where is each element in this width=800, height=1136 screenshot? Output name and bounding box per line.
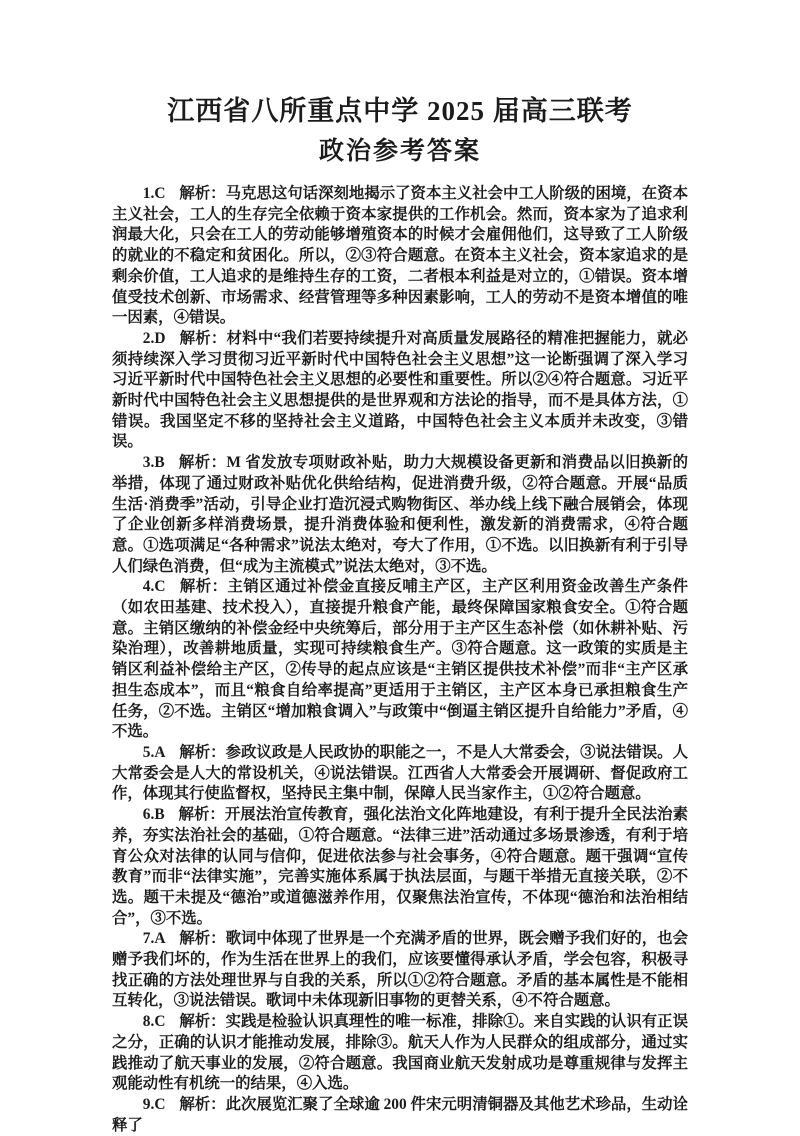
answer-lead: 解析： — [179, 743, 226, 761]
answer-label: 1.C — [142, 185, 166, 202]
answer-paragraph-3 — [112, 453, 688, 577]
answer-paragraph-7 — [112, 929, 688, 1012]
answer-label: 5.A — [142, 743, 166, 761]
answer-text: 歌词中体现了世界是一个充满矛盾的世界，既会赠予我们好的，也会赠予我们坏的，作为生活在世界上的我们，应该要懂得承认矛盾，学会包容，积极寻找正确的方法处理世界与自我的关系，所以①②符合题意。矛盾的基本属性是不能相互转化，③说法错误。歌词中未体现新旧事物的更替关系，④不符合题意。 — [112, 930, 688, 1010]
answer-text: 实践是检验认识真理性的唯一标准，排除①。来自实践的认识有正误之分，正确的认识才能推动发展，排除③。航天人作为人民群众的组成部分，通过实践推动了航天事业的发展，②符合题意。我国商业航天发射成功是尊重规律与发挥主观能动性有机统一的结果，④入选。 — [112, 1013, 688, 1093]
answer-paragraph-4 — [112, 577, 688, 743]
answer-label: 6.B — [142, 806, 165, 824]
answers-section — [112, 184, 688, 1136]
answer-text: 此次展览汇聚了全球逾 200 件宋元明清铜器及其他艺术珍品，生动诠释了 — [112, 1095, 688, 1134]
answer-paragraph-9 — [112, 1095, 688, 1136]
answer-paragraph-2 — [112, 329, 688, 453]
answer-text: 参政议政是人民政协的职能之一，不是人大常委会，③说法错误。人大常委会是人大的常设机关，④说法错误。江西省人大常委会开展调研、督促政府工作，体现其行使监督权，坚持民主集中制，保障人民当家作主，①②符合题意。 — [112, 743, 688, 803]
answer-label: 3.B — [142, 454, 165, 472]
answer-text: 开展法治宣传教育，强化法治文化阵地建设，有利于提升全民法治素养，夯实法治社会的基础，①符合题意。“法律三进”活动通过多场景渗透，有利于培育公众对法律的认同与信仰，促进依法参与社会事务，④符合题意。题干强调“宣传教育”而非“法律实施”，完善实施体系属于执法层面，与题干举措无直接关联，②不选。题干未提及“德治”或道德滋养作用，仅聚焦法治宣传，不体现“德治和法治相结合”，③不选。 — [112, 806, 688, 927]
answer-lead: 解析： — [179, 1013, 226, 1031]
answer-text: M 省发放专项财政补贴，助力大规模设备更新和消费品以旧换新的举措，体现了通过财政补贴优化供给结构，促进消费升级，②符合题意。开展“品质生活·消费季”活动，引导企业打造沉浸式购物街区、举办线上线下融合展销会，体现了企业创新多样消费场景，提升消费体验和便利性，激发新的消费需求，④符合题意。①选项满足“各种需求”说法太绝对，夸大了作用，①不选。以旧换新有利于引导人们绿色消费，但“成为主流模式”说法太绝对，③不选。 — [112, 454, 688, 575]
answer-paragraph-5 — [112, 743, 688, 805]
answer-lead: 解析： — [179, 185, 226, 202]
answer-paragraph-1 — [112, 184, 688, 329]
answer-lead: 解析： — [179, 329, 227, 347]
answer-label: 9.C — [142, 1095, 166, 1113]
answer-lead: 解析： — [179, 1095, 226, 1113]
answer-label: 4.C — [142, 578, 166, 596]
answer-lead: 解析： — [179, 930, 226, 948]
answer-paragraph-8 — [112, 1012, 688, 1095]
answer-lead: 解析： — [178, 806, 225, 824]
answer-label: 8.C — [142, 1013, 166, 1031]
page-title: 江西省八所重点中学 2025 届高三联考 — [167, 96, 633, 126]
answer-text: 马克思这句话深刻地揭示了资本主义社会中工人阶级的困境，在资本主义社会，工人的生存完全依赖于资本家提供的工作机会。然而，资本家为了追求利润最大化，只会在工人的劳动能够增殖资本的时候才会雇佣他们，这导致了工人阶级的就业的不稳定和贫困化。所以，②③符合题意。在资本主义社会，资本家追求的是剩余价值，工人追求的是维持生存的工资，二者根本利益是对立的，①错误。资本增值受技术创新、市场需求、经营管理等多种因素影响，工人的劳动不是资本增值的唯一因素，④错误。 — [112, 185, 688, 327]
answer-lead: 解析： — [179, 578, 228, 596]
answer-text: 材料中“我们若要持续提升对高质量发展路径的精准把握能力，就必须持续深入学习贯彻习近平新时代中国特色社会主义思想”这一论断强调了深入学习习近平新时代中国特色社会主义思想的必要性和重要性。所以②④符合题意。习近平新时代中国特色社会主义思想提供的是世界观和方法论的指导，而不是具体方法，①错误。我国坚定不移的坚持社会主义道路，中国特色社会主义本质并未改变，③错误。 — [112, 329, 688, 451]
answer-text: 主销区通过补偿金直接反哺主产区，主产区利用资金改善生产条件（如农田基建、技术投入），直接提升粮食产能，最终保障国家粮食安全。①符合题意。主销区缴纳的补偿金经中央统筹后，部分用于主产区生态补偿（如休耕补贴、污染治理），改善耕地质量，实现可持续粮食生产。③符合题意。这一政策的实质是主销区利益补偿给主产区，②传导的起点应该是“主销区提供技术补偿”而非“主产区承担生态成本”，而且“粮食自给率提高”更适用于主销区，主产区本身已承担粮食生产任务，②不选。主销区“增加粮食调入”与政策中“倒逼主销区提升自给能力”矛盾，④不选。 — [112, 578, 688, 741]
answer-label: 7.A — [142, 930, 166, 948]
page-subtitle: 政治参考答案 — [318, 138, 481, 165]
answer-paragraph-6 — [112, 805, 688, 929]
answer-lead: 解析： — [178, 454, 227, 472]
answer-label: 2.D — [142, 329, 166, 347]
